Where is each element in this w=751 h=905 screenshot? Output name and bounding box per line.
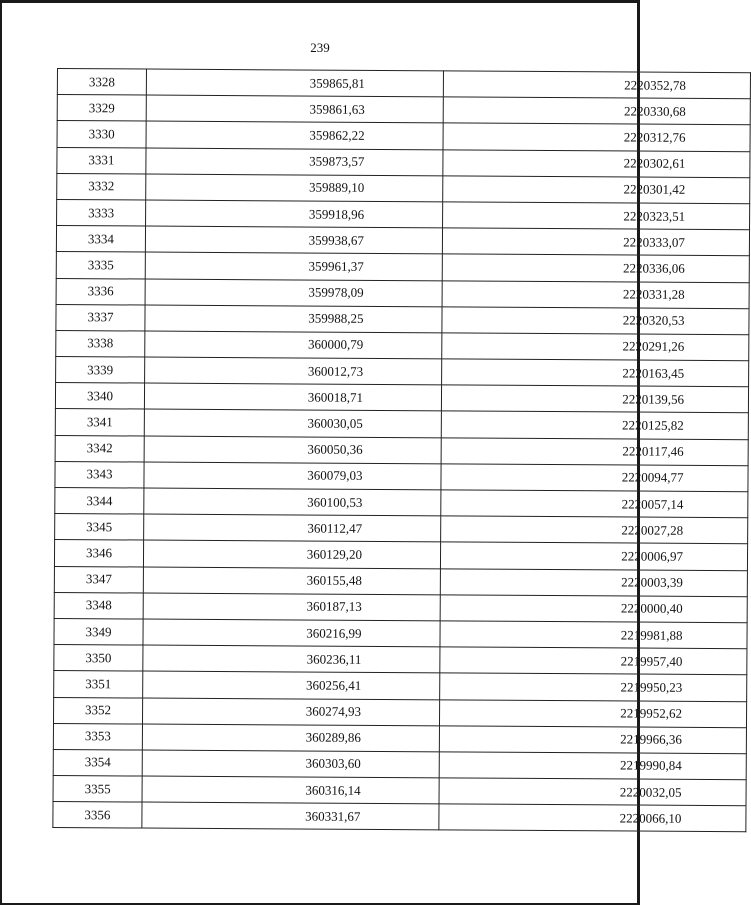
- point-number-cell: 3356: [53, 802, 142, 829]
- y-coordinate-cell: 2220291,26: [442, 333, 749, 361]
- x-coordinate-cell: 359865,81: [146, 69, 443, 97]
- x-coordinate-cell: 360331,67: [142, 802, 439, 830]
- point-number-cell: 3329: [57, 95, 146, 122]
- y-coordinate-cell: 2220066,10: [439, 804, 746, 832]
- coordinates-table: [52, 68, 751, 833]
- point-number-cell: 3333: [57, 199, 146, 226]
- x-coordinate-cell: 359918,96: [146, 200, 443, 228]
- y-coordinate-cell: 2220057,14: [441, 490, 748, 518]
- x-coordinate-cell: 360000,79: [145, 331, 442, 359]
- point-number-cell: 3332: [57, 173, 146, 200]
- point-number-cell: 3339: [56, 357, 145, 384]
- point-number-cell: 3338: [56, 330, 145, 357]
- x-coordinate-cell: 359961,37: [145, 252, 442, 280]
- point-number-cell: 3345: [55, 514, 144, 541]
- page-number: 239: [310, 40, 330, 55]
- scan-edge-left: [0, 0, 2, 905]
- point-number-cell: 3347: [54, 566, 143, 593]
- x-coordinate-cell: 360256,41: [143, 671, 440, 699]
- y-coordinate-cell: 2219990,84: [439, 752, 746, 780]
- x-coordinate-cell: 359873,57: [146, 148, 443, 176]
- coordinates-table-body: [53, 69, 751, 833]
- x-coordinate-cell: 360100,53: [144, 488, 441, 516]
- y-coordinate-cell: 2219952,62: [439, 699, 746, 727]
- y-coordinate-cell: 2219981,88: [440, 621, 747, 649]
- point-number-cell: 3334: [56, 226, 145, 253]
- x-coordinate-cell: 360129,20: [143, 540, 440, 568]
- x-coordinate-cell: 359861,63: [146, 95, 443, 123]
- x-coordinate-cell: 360274,93: [142, 698, 439, 726]
- point-number-cell: 3352: [53, 697, 142, 724]
- y-coordinate-cell: 2220117,46: [441, 437, 748, 465]
- y-coordinate-cell: 2220331,28: [442, 280, 749, 308]
- y-coordinate-cell: 2220027,28: [441, 516, 748, 544]
- x-coordinate-cell: 359862,22: [146, 121, 443, 149]
- y-coordinate-cell: 2220006,97: [440, 542, 747, 570]
- point-number-cell: 3350: [54, 645, 143, 672]
- y-coordinate-cell: 2220312,76: [443, 123, 750, 151]
- point-number-cell: 3346: [54, 540, 143, 567]
- x-coordinate-cell: 359889,10: [146, 174, 443, 202]
- y-coordinate-cell: 2220094,77: [441, 464, 748, 492]
- x-coordinate-cell: 359978,09: [145, 279, 442, 307]
- y-coordinate-cell: 2220125,82: [441, 411, 748, 439]
- point-number-cell: 3354: [53, 749, 142, 776]
- x-coordinate-cell: 360236,11: [143, 645, 440, 673]
- x-coordinate-cell: 359938,67: [145, 226, 442, 254]
- point-number-cell: 3355: [53, 776, 142, 803]
- y-coordinate-cell: 2220139,56: [441, 385, 748, 413]
- y-coordinate-cell: 2220003,39: [440, 568, 747, 596]
- y-coordinate-cell: 2220301,42: [443, 176, 750, 204]
- x-coordinate-cell: 360079,03: [144, 462, 441, 490]
- x-coordinate-cell: 359988,25: [145, 305, 442, 333]
- y-coordinate-cell: 2220352,78: [443, 71, 750, 99]
- point-number-cell: 3351: [54, 671, 143, 698]
- x-coordinate-cell: 360155,48: [143, 567, 440, 595]
- point-number-cell: 3330: [57, 121, 146, 148]
- y-coordinate-cell: 2220163,45: [442, 359, 749, 387]
- point-number-cell: 3343: [55, 461, 144, 488]
- x-coordinate-cell: 360012,73: [145, 357, 442, 385]
- x-coordinate-cell: 360018,71: [144, 383, 441, 411]
- point-number-cell: 3340: [55, 383, 144, 410]
- point-number-cell: 3344: [55, 487, 144, 514]
- y-coordinate-cell: 2220302,61: [443, 149, 750, 177]
- point-number-cell: 3341: [55, 409, 144, 436]
- y-coordinate-cell: 2219957,40: [440, 647, 747, 675]
- x-coordinate-cell: 360303,60: [142, 750, 439, 778]
- point-number-cell: 3331: [57, 147, 146, 174]
- point-number-cell: 3337: [56, 304, 145, 331]
- x-coordinate-cell: 360316,14: [142, 776, 439, 804]
- point-number-cell: 3353: [53, 723, 142, 750]
- point-number-cell: 3336: [56, 278, 145, 305]
- y-coordinate-cell: 2220000,40: [440, 595, 747, 623]
- y-coordinate-cell: 2220336,06: [442, 254, 749, 282]
- x-coordinate-cell: 360030,05: [144, 409, 441, 437]
- point-number-cell: 3348: [54, 592, 143, 619]
- point-number-cell: 3335: [56, 252, 145, 279]
- table-row: [53, 802, 746, 832]
- y-coordinate-cell: 2220330,68: [443, 97, 750, 125]
- y-coordinate-cell: 2220320,53: [442, 307, 749, 335]
- y-coordinate-cell: 2220323,51: [443, 202, 750, 230]
- scan-edge-top: [0, 0, 640, 3]
- y-coordinate-cell: 2220032,05: [439, 778, 746, 806]
- x-coordinate-cell: 360112,47: [144, 514, 441, 542]
- y-coordinate-cell: 2219950,23: [440, 673, 747, 701]
- point-number-cell: 3342: [55, 435, 144, 462]
- y-coordinate-cell: 2219966,36: [439, 726, 746, 754]
- y-coordinate-cell: 2220333,07: [442, 228, 749, 256]
- x-coordinate-cell: 360050,36: [144, 436, 441, 464]
- x-coordinate-cell: 360187,13: [143, 593, 440, 621]
- x-coordinate-cell: 360289,86: [142, 724, 439, 752]
- point-number-cell: 3349: [54, 618, 143, 645]
- x-coordinate-cell: 360216,99: [143, 619, 440, 647]
- point-number-cell: 3328: [57, 69, 146, 96]
